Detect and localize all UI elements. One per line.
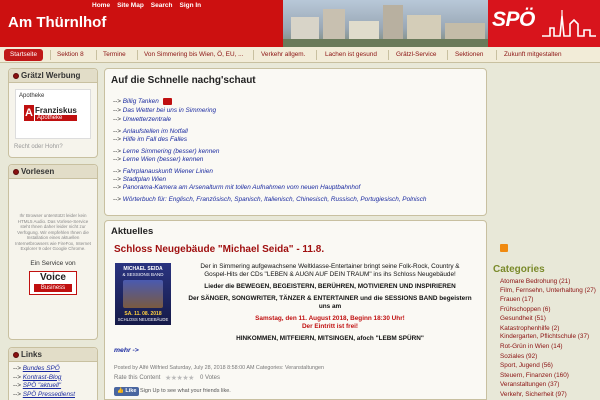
links-box [8, 347, 98, 400]
post-text: uns am [318, 303, 342, 310]
vorlesen-box [8, 164, 98, 340]
category-item[interactable]: Atomare Bedrohung (21) [500, 278, 571, 285]
facebook-like-button[interactable]: 👍 Like [114, 387, 139, 396]
nav-separator [50, 50, 51, 60]
logo-line2: Apotheke [35, 115, 77, 121]
nav-item-graetzl-service[interactable]: Grätzl-Service [396, 51, 437, 58]
news-title: Aktuelles [111, 226, 154, 237]
service-label: Ein Service von [30, 259, 76, 267]
post-text: Der SÄNGER, SONGWRITER, TÄNZER & ENTERTAINER und die SESSIONS BAND begeistern [188, 295, 472, 302]
links-title: Links [21, 350, 42, 359]
bullet-icon [13, 169, 19, 175]
quick-link[interactable]: --> Billig Tanken [113, 98, 172, 105]
quick-link[interactable]: --> Panorama-Kamera am Arsenalturm mit tollen Aufnahmen vom neuen Hauptbahnhof [113, 184, 361, 191]
audio-notice: Ihr Browser unterstützt leider kein HTML5 Audio. Das Vorlese-Service steht Ihnen daher leider nicht zur Verfügung. Wir empfehlen Ihnen die Installation eines aktuellen Internetbrowsers wie FireFox, Internet Explorer 9 oder Google Chrome. [15, 213, 91, 251]
werbung-box [8, 68, 98, 158]
top-link-search[interactable]: Search [150, 2, 173, 9]
category-item[interactable]: Steuern, Finanzen (160) [500, 371, 569, 379]
post-meta: Posted by Alfé Wilfried Saturday, July 28, 2018 8:58:00 AM Categories: Veranstaltungen [114, 365, 324, 371]
news-box [104, 220, 487, 400]
top-link-signin[interactable]: Sign In [179, 2, 202, 9]
skyline-icon [540, 6, 598, 42]
nav-separator [253, 50, 254, 60]
quick-link[interactable]: --> Anlaufstellen im Notfall [113, 128, 188, 135]
nav-item-verkehr[interactable]: Verkehr allgem. [261, 51, 306, 58]
nav-separator [96, 50, 97, 60]
apotheke-a-icon: A [25, 107, 33, 119]
categories-list [500, 277, 596, 400]
quick-link[interactable]: --> Lerne Wien (besser) kennen [113, 156, 204, 163]
site-title[interactable]: Am Thürnlhof [8, 14, 107, 31]
category-item[interactable]: Sport, Jugend (56) [500, 362, 553, 370]
vorlesen-header [9, 165, 97, 179]
top-link-home[interactable]: Home [92, 2, 111, 9]
werbung-header [9, 69, 97, 83]
nav-item-sektion8[interactable]: Sektion 8 [57, 51, 84, 58]
bullet-icon [13, 73, 19, 79]
rss-icon[interactable] [500, 244, 508, 252]
nav-separator [496, 50, 497, 60]
links-list [9, 362, 97, 399]
category-item[interactable]: Gesundheit (51) [500, 315, 546, 323]
link-item[interactable]: --> SPÖ "aktuell" [13, 382, 62, 389]
quick-link[interactable]: --> Lerne Simmering (besser) kennen [113, 148, 220, 155]
apotheke-ad[interactable] [15, 89, 91, 139]
links-header [9, 348, 97, 362]
quick-link[interactable]: --> Wörterbuch für: Englisch, Französisch, Spanisch, Italienisch, Chinesisch, Russisch, Portugiesisch, Polnisch [113, 196, 427, 203]
poster-line2: & SESSIONS BAND [122, 272, 164, 277]
category-item[interactable]: Frauen (17) [500, 296, 534, 304]
nav-separator [316, 50, 317, 60]
nav-item-lachen[interactable]: Lachen ist gesund [325, 51, 377, 58]
categories-title: Categories [493, 264, 545, 275]
nav-item-zukunft[interactable]: Zukunft mitgestalten [504, 51, 562, 58]
category-item[interactable]: Soziales (92) [500, 352, 538, 360]
post-date-text: Samstag, den 11. August 2018, Beginn 18:30 Uhr! [255, 315, 405, 322]
quick-link[interactable]: --> Stadtplan Wien [113, 176, 167, 183]
post-text: Der in Simmering aufgewachsene Weltklasse-Entertainer bringt seine Folk-Rock, Country & [200, 263, 460, 270]
poster-line1: MICHAEL SEIDA [123, 266, 163, 272]
fuel-icon [163, 98, 172, 105]
quick-links-title: Auf die Schnelle nachg'schaut [111, 75, 256, 86]
post-text: HINKOMMEN, MITFEIERN, MITSINGEN, afoch "LEBM SPÜRN" [236, 335, 424, 342]
category-item[interactable]: Rot-Grün in Wien (14) [500, 342, 563, 350]
link-item[interactable]: --> Kontrast-Blog [13, 373, 62, 381]
franziskus-logo [24, 105, 90, 121]
rating-stars[interactable]: ★★★★★ [165, 375, 194, 382]
header-photo [283, 0, 488, 47]
nav-item-startseite[interactable]: Startseite [4, 49, 43, 61]
site-header [0, 0, 600, 47]
quick-link[interactable]: --> Hilfe im Fall des Falles [113, 136, 188, 143]
apotheke-label: Apotheke [19, 93, 45, 99]
bullet-icon [13, 352, 19, 358]
voice-business-logo[interactable] [29, 271, 77, 295]
nav-separator [388, 50, 389, 60]
poster-date: SA. 11. 08. 2018 [124, 311, 162, 317]
category-item[interactable]: Film, Fernsehn, Unterhaltung (27) [500, 286, 596, 294]
category-item[interactable]: Katastrophenhilfe (2) [500, 324, 560, 332]
rate-label: Rate this Content [114, 375, 161, 381]
link-item[interactable]: --> Bundes SPÖ [13, 365, 60, 372]
nav-item-sektionen[interactable]: Sektionen [455, 51, 484, 58]
vorlesen-title: Vorlesen [21, 167, 55, 176]
logo-line1: Franziskus [35, 105, 77, 115]
category-item[interactable]: Veranstaltungen (37) [500, 381, 560, 389]
nav-item-simmering-wien[interactable]: Von Simmering bis Wien, Ö, EU, ... [144, 51, 244, 58]
thumb-icon: 👍 [117, 388, 124, 394]
post-free-entry: Der Eintritt ist frei! [301, 323, 359, 330]
category-item[interactable]: Verkehr, Sicherheit (97) [500, 390, 567, 398]
werbung-caption: Recht oder Hohn? [14, 144, 63, 150]
quick-link[interactable]: --> Unwetterzentrale [113, 116, 172, 123]
voice-line1: Voice [40, 271, 66, 283]
nav-separator [447, 50, 448, 60]
logo-text: SPÖ [492, 8, 535, 31]
spo-logo[interactable] [488, 0, 600, 47]
main-nav [0, 47, 600, 63]
quick-links-box [104, 68, 487, 216]
werbung-title: Grätzl Werbung [21, 71, 81, 80]
post-text: Gospel-Hits der CDs "LEBEN & AUGN AUF DEIN TRAUM" ins ihs Schloss Neugebäude! [204, 271, 456, 278]
voice-line2: Business [34, 284, 72, 292]
facebook-text: Sign Up to see what your friends like. [140, 388, 231, 394]
top-links [92, 2, 201, 9]
vote-count: 0 Votes [200, 375, 221, 381]
performer-image [123, 280, 163, 308]
top-link-sitemap[interactable]: Site Map [117, 2, 144, 9]
post-text: Lieder die BEWEGEN, BEGEISTERN, BERÜHREN, MOTIVIEREN UND INSPIRIEREN [204, 283, 456, 290]
category-item[interactable]: Kindergarten, Pflichtschule (37) [500, 333, 590, 341]
post-title[interactable]: Schloss Neugebäude "Michael Seida" - 11.8. [114, 244, 325, 255]
quick-link[interactable]: --> Fahrplanauskunft Wiener Linien [113, 168, 213, 175]
category-item[interactable]: Frühschoppen (6) [500, 305, 551, 313]
nav-item-termine[interactable]: Termine [103, 51, 126, 58]
nav-separator [137, 50, 138, 60]
poster-place: SCHLOSS NEUGEBÄUDE [117, 317, 169, 322]
more-link[interactable]: mehr -> [114, 347, 139, 354]
event-poster[interactable] [115, 263, 171, 325]
quick-link[interactable]: --> Das Wetter bei uns in Simmering [113, 107, 217, 114]
link-item[interactable]: --> SPÖ Pressedienst [13, 390, 75, 398]
